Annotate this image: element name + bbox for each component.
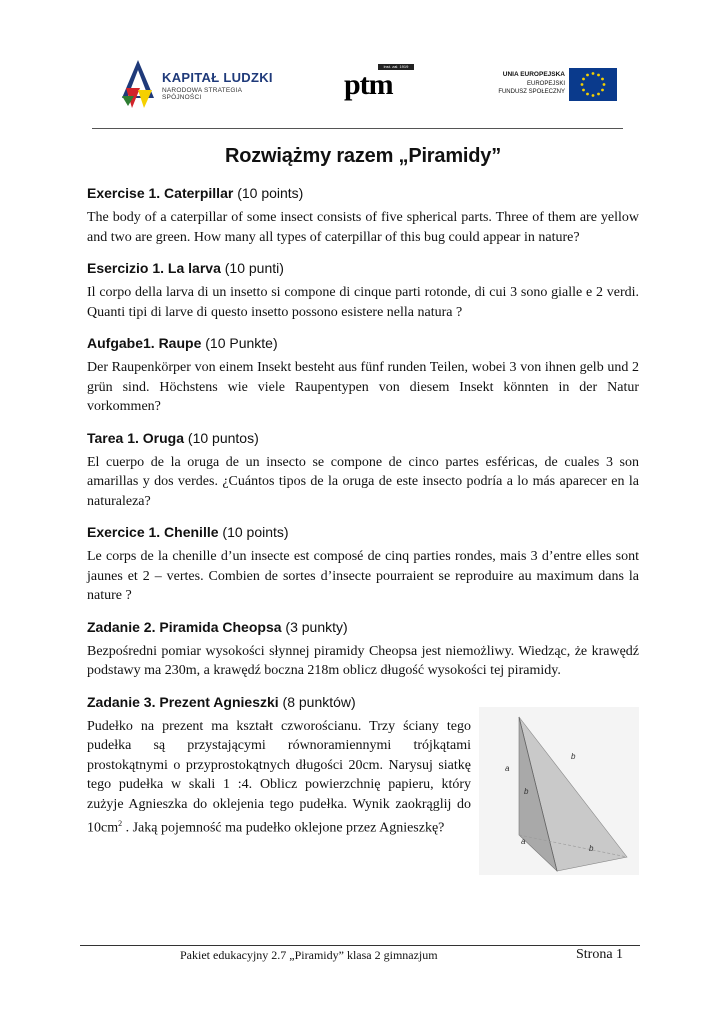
page-header xyxy=(90,48,624,128)
eu-flag-icon xyxy=(569,68,617,101)
section-title-points: (10 Punkte) xyxy=(201,335,278,351)
page-title: Rozwiążmy razem „Piramidy” xyxy=(224,145,501,167)
logo-kl-title: KAPITAŁ LUDZKI xyxy=(162,70,273,85)
section-caterpillar-en xyxy=(87,184,639,247)
eu-logo-line2: EUROPEJSKI xyxy=(526,81,565,87)
logo-kl-subtitle: NARODOWA STRATEGIA SPÓJNOŚCI xyxy=(162,87,242,101)
page-number: Strona 1 xyxy=(576,947,624,962)
section-title xyxy=(87,618,639,636)
section-body: The body of a caterpillar of some insect consists of five spherical parts. Three of them are yellow and two are green. How many all types of caterpillar of this bug could appear in nature? xyxy=(87,210,639,245)
section-body: El cuerpo de la oruga de un insecto se compone de cinco partes esféricas, de cuales 3 son amarillas y dos verdes. ¿Cuántos tipos de la oruga de este insecto podría a lo más aparecer en la naturaleza? xyxy=(87,454,639,509)
section-caterpillar-es xyxy=(87,429,639,512)
header-divider xyxy=(92,128,623,129)
superscript-exponent: 2 xyxy=(118,819,123,828)
figure-label-b-inner: b xyxy=(524,786,529,796)
section-body xyxy=(87,717,471,839)
kapital-ludzki-emblem-icon xyxy=(118,58,158,110)
section-title-bold: Tarea 1. Oruga xyxy=(87,429,185,446)
section-title xyxy=(87,429,639,447)
section-title xyxy=(87,523,639,541)
section-cheops-pyramid xyxy=(87,618,639,681)
section-title-bold: Esercizio 1. La larva xyxy=(87,260,221,276)
section-body: Il corpo della larva di un insetto si compone di cinque parti rotonde, di cui 3 sono gialle e 2 verdi. Quanti tipi di larve di questo insetto possono esistere nella natura ? xyxy=(87,285,639,320)
section-title-points: (10 punti) xyxy=(220,260,284,276)
section-caterpillar-fr xyxy=(87,523,639,606)
section-title xyxy=(87,184,639,202)
figure-label-b-bottom: b xyxy=(589,843,594,853)
section-title xyxy=(87,259,639,277)
kapital-ludzki-logo xyxy=(118,56,278,112)
section-title-bold: Aufgabe1. Raupe xyxy=(87,335,202,351)
section-title-points: (8 punktów) xyxy=(278,693,356,710)
tetrahedron-figure xyxy=(479,707,639,875)
figure-label-a: a xyxy=(505,763,510,773)
section-body: Bezpośredni pomiar wysokości słynnej piramidy Cheopsa jest niemożliwy. Wiedząc, że krawędź podstawy ma 230m, a krawędź boczna 218m oblicz długość wysokości tej piramidy. xyxy=(87,643,639,678)
footer-divider xyxy=(80,945,640,946)
section-body: Le corps de la chenille d’un insecte est composé de cinq parties rondes, mais 3 d’entre elles sont jaunes et 2 – vertes. Combien de sortes d’insecte pourraient se reproduire au maximum dans la nature ? xyxy=(87,549,639,603)
eu-logo xyxy=(475,68,625,108)
section-caterpillar-de xyxy=(87,334,639,417)
section-title-points: (10 points) xyxy=(218,524,289,540)
section-title xyxy=(87,334,639,352)
section-body-text-end: . Jaką pojemność ma pudełko oklejone przez Agnieszkę? xyxy=(122,820,445,836)
section-title-points: (10 points) xyxy=(233,185,304,201)
section-title-bold: Exercice 1. Chenille xyxy=(87,524,219,540)
section-body: Der Raupenkörper von einem Insekt besteht aus fünf runden Teilen, wobei 3 von ihnen gelb und 2 grün sind. Höchstens wie viele Raupentypen von diesem Insekt könnten in der Natur vorkommen? xyxy=(87,360,639,414)
figure-label-b: b xyxy=(571,751,576,761)
figure-label-a-bottom: a xyxy=(521,836,526,846)
section-title-bold: Zadanie 3. Prezent Agnieszki xyxy=(87,693,279,710)
eu-logo-line1: UNIA EUROPEJSKA xyxy=(502,71,565,78)
document-content xyxy=(87,140,639,853)
eu-logo-line3: FUNDUSZ SPOŁECZNY xyxy=(498,89,565,95)
ptm-logo xyxy=(340,64,416,102)
section-title-points: (3 punkty) xyxy=(281,618,348,635)
ptm-logo-text: ptm xyxy=(344,68,393,101)
section-body-text: Pudełko na prezent ma kształt czworościanu. Trzy ściany tego pudełka są przystającymi równoramiennymi trójkątami prostokątnymi o przyprostokątnych długości 20cm. Narysuj siatkę tego pudełka w skali 1 :4. Oblicz powierzchnię papieru, który zużyje Agnieszka do oklejenia tego pudełka. Wynik zaokrąglij do 10cm xyxy=(87,718,471,836)
footer-text: Pakiet edukacyjny 2.7 „Piramidy” klasa 2 gimnazjum xyxy=(180,948,438,962)
section-title-bold: Zadanie 2. Piramida Cheopsa xyxy=(87,618,282,635)
section-title-bold: Exercise 1. Caterpillar xyxy=(87,185,234,201)
ptm-logo-tag: inst. zał. 1919 xyxy=(378,64,414,70)
section-agnieszka-gift xyxy=(87,693,639,853)
section-title-points: (10 puntos) xyxy=(184,429,259,446)
section-caterpillar-it xyxy=(87,259,639,322)
